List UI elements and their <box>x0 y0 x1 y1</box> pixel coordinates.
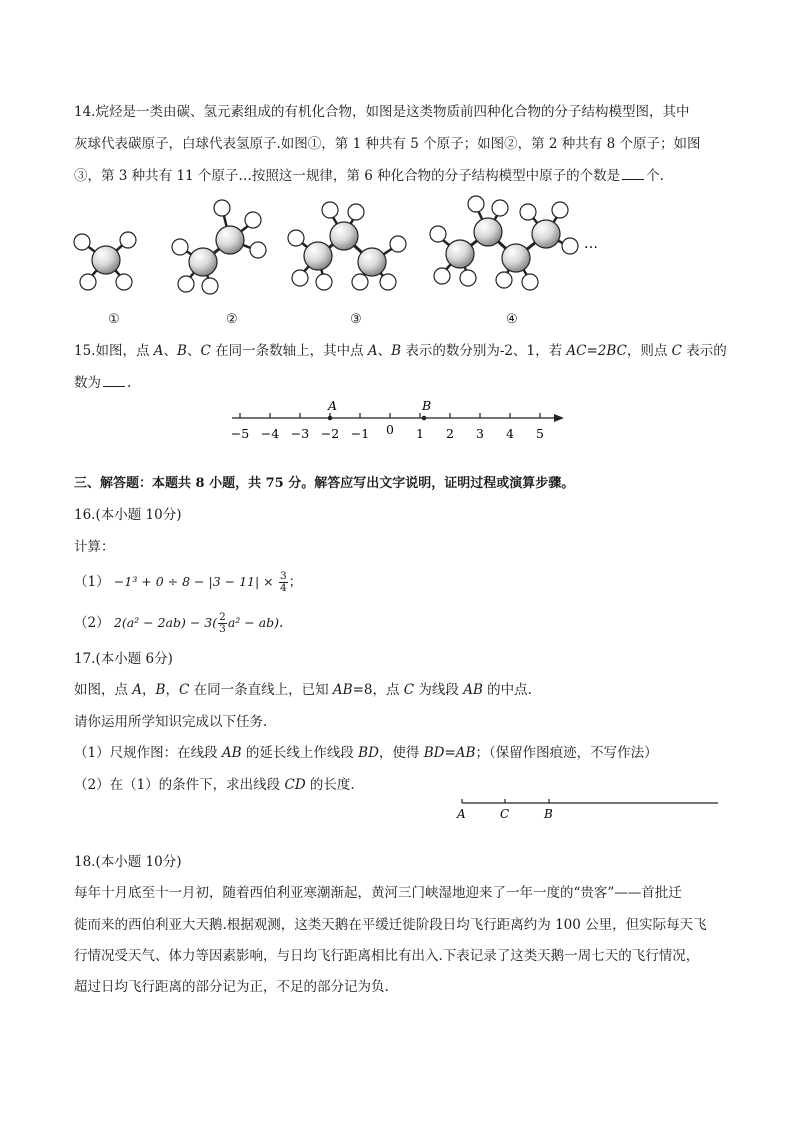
number-line-tick-label: −5 <box>230 426 250 441</box>
q17-text: 为线段 <box>414 682 464 698</box>
var-A: A <box>153 343 164 359</box>
var-B: B <box>177 343 187 359</box>
q16-title: 16.(本小题 10分) <box>74 507 182 523</box>
q15-text: . <box>127 375 132 391</box>
q14-line2: 灰球代表碳原子，白球代表氢原子.如图①，第 1 种共有 5 个原子；如图②，第 2 种共有 8 个原子；如图 <box>74 136 701 152</box>
number-line-tick-label: −4 <box>260 426 280 441</box>
point-B-label: B <box>422 398 432 413</box>
fraction-denominator: 3 <box>219 623 226 635</box>
answer-blank <box>622 166 644 180</box>
var-B: B <box>155 682 166 698</box>
number-line-tick-label: −2 <box>320 426 340 441</box>
var-C: C <box>403 682 415 698</box>
molecule-2 <box>172 200 266 294</box>
point-A-dot <box>328 416 333 421</box>
var-C: C <box>671 343 682 359</box>
q18-line2: 徙而来的西伯利亚大天鹅.根据观测，这类天鹅在平缓迁徙阶段日均飞行距离约为 100 公里，但实际每天飞 <box>74 917 707 933</box>
q14-line3-end: 个. <box>646 168 664 184</box>
molecule-label-2: ② <box>226 312 238 327</box>
q16-part2 <box>74 609 283 637</box>
q15-text: 数为 <box>74 375 101 391</box>
section-3-heading: 三、解答题：本题共 8 小题，共 75 分。解答应写出文字说明，证明过程或演算步骤。 <box>74 476 575 491</box>
q17-text: =8，点 <box>352 682 404 698</box>
q17-text: 的中点. <box>482 682 532 698</box>
q14-line3-text: ③，第 3 种共有 11 个原子…按照这一规律，第 6 种化合物的分子结构模型中原子的个数是 <box>74 168 621 184</box>
fraction <box>279 571 288 594</box>
q15-text: ，则点 <box>626 343 672 359</box>
q15-line1 <box>74 341 727 361</box>
q17-text: ；（保留作图痕迹，不写作法） <box>475 745 658 761</box>
q18-line3: 行情况受天气、体力等因素影响，与日均飞行距离相比有出入.下表记录了这类天鹅一周七天的飞行情况， <box>74 948 700 964</box>
q17-text: ，使得 <box>378 745 424 761</box>
part-label: （2） <box>74 615 110 631</box>
q17-task2 <box>74 775 355 795</box>
fraction <box>218 612 227 635</box>
q17-text: （1）尺规作图：在线段 <box>74 745 222 761</box>
sep: 、 <box>186 343 201 359</box>
q18-line1: 每年十月底至十一月初，随着西伯利亚寒潮渐起，黄河三门峡湿地迎来了一年一度的“贵客”——首批迁 <box>74 885 682 901</box>
segment-figure <box>454 794 724 824</box>
q15-condition: AC=2BC <box>566 343 627 359</box>
number-line-tick-label: 3 <box>476 426 484 441</box>
q15-line2 <box>74 373 131 393</box>
point-A-label: A <box>328 398 338 413</box>
number-line-tick-label: 5 <box>536 426 544 441</box>
part-end: . <box>279 615 284 631</box>
q17-line1 <box>74 680 532 700</box>
q16-expr2a: 2(a² − 2ab) − 3( <box>113 615 218 630</box>
label-C: C <box>500 807 510 821</box>
part-end: ； <box>288 574 303 590</box>
fraction-numerator: 2 <box>219 611 226 623</box>
q17-text: （2）在（1）的条件下，求出线段 <box>74 777 285 793</box>
molecule-ellipsis: … <box>584 236 598 252</box>
var-C: C <box>178 682 190 698</box>
molecule-3 <box>288 202 406 290</box>
molecule-label-4: ④ <box>506 312 518 327</box>
molecule-label-1: ① <box>108 312 120 327</box>
number-line-tick-label: −1 <box>350 426 370 441</box>
q16-part1 <box>74 568 302 596</box>
segment-CD: CD <box>284 777 306 793</box>
number-line-tick-label: −3 <box>290 426 310 441</box>
molecule-1 <box>74 232 136 290</box>
var-C: C <box>200 343 211 359</box>
point-B-dot <box>422 416 427 421</box>
var-B: B <box>391 343 402 359</box>
number-line-tick-label: 4 <box>506 426 514 441</box>
molecule-label-3: ③ <box>350 312 362 327</box>
q14-line3 <box>74 166 664 186</box>
q17-text: 在同一条直线上，已知 <box>189 682 333 698</box>
q15-text: 在同一条数轴上，其中点 <box>210 343 368 359</box>
segment-BD: BD <box>358 745 379 761</box>
label-B: B <box>544 807 553 821</box>
var-A: A <box>367 343 378 359</box>
segment-AB: AB <box>463 682 483 698</box>
segment-AB: AB <box>221 745 242 761</box>
sep: 、 <box>377 343 392 359</box>
q17-task1 <box>74 743 658 763</box>
q16-expr1: −1³ + 0 ÷ 8 − |3 − 11| × <box>113 574 274 589</box>
q18-title: 18.(本小题 10分) <box>74 854 182 870</box>
q17-equation: BD=AB <box>423 745 476 761</box>
fraction-denominator: 4 <box>279 582 287 594</box>
var-A: A <box>132 682 143 698</box>
q15-text: 表示的 <box>682 343 727 359</box>
q15-text: 表示的数分别为-2、1，若 <box>401 343 567 359</box>
q14-line1: 14.烷烃是一类由碳、氢元素组成的有机化合物，如图是这类物质前四种化合物的分子结构模型图，其中 <box>74 104 690 120</box>
segment-AB: AB <box>332 682 353 698</box>
q17-text: 的长度. <box>305 777 355 793</box>
number-line-tick-label: 1 <box>416 426 424 441</box>
molecule-models-figure <box>60 192 620 302</box>
number-line <box>226 396 570 444</box>
q17-line2: 请你运用所学知识完成以下任务. <box>74 714 268 730</box>
number-line-tick-label: 2 <box>446 426 454 441</box>
part-label: （1） <box>74 574 110 590</box>
q16-expr2b: a² − ab) <box>227 615 280 630</box>
q17-title: 17.(本小题 6分) <box>74 651 173 667</box>
q17-text: 的延长线上作线段 <box>241 745 359 761</box>
q18-line4: 超过日均飞行距离的部分记为正，不足的部分记为负. <box>74 979 389 995</box>
molecule-4 <box>430 196 578 290</box>
label-A: A <box>457 807 466 821</box>
sep: ， <box>165 682 179 698</box>
sep: ， <box>142 682 156 698</box>
number-line-tick-label: 0 <box>386 422 394 437</box>
q17-text: 如图，点 <box>74 682 133 698</box>
fraction-numerator: 3 <box>279 570 287 582</box>
number-line-arrow <box>554 414 564 422</box>
sep: 、 <box>163 343 178 359</box>
answer-blank <box>103 373 125 387</box>
q16-intro: 计算： <box>74 539 115 555</box>
q15-text: 15.如图，点 <box>74 343 154 359</box>
